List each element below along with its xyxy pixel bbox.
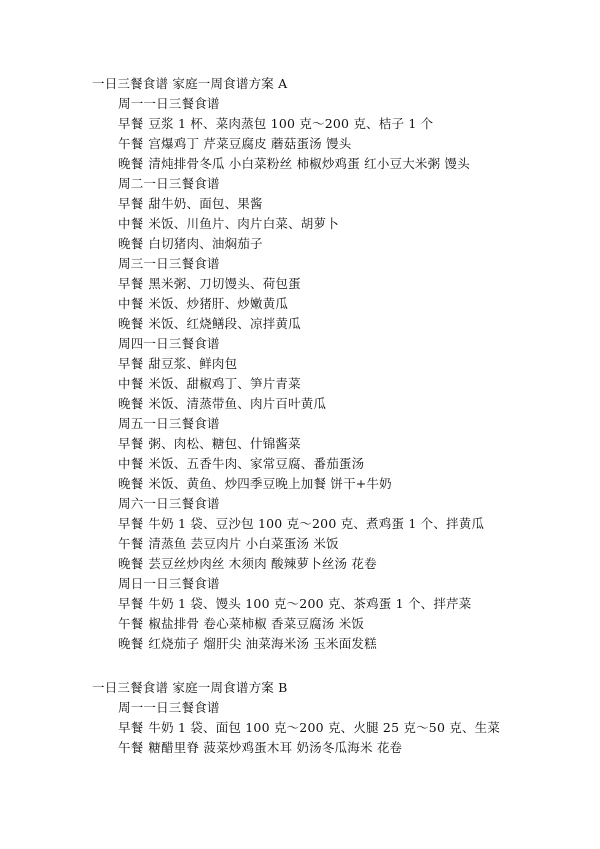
meal-content: 芸豆丝炒肉丝 木须肉 酸辣萝卜丝汤 花卷 bbox=[148, 556, 377, 571]
meal-line-a-sun-2 bbox=[118, 616, 364, 632]
meal-content: 粥、肉松、糖包、什锦酱菜 bbox=[148, 436, 301, 451]
section-a-title: 一日三餐食谱 家庭一周食谱方案 A bbox=[92, 76, 288, 91]
day-title-b-mon: 周一一日三餐食谱 bbox=[118, 700, 220, 715]
meal-content: 清炖排骨冬瓜 小白菜粉丝 柿椒炒鸡蛋 红小豆大米粥 馒头 bbox=[148, 156, 470, 171]
meal-content: 豆浆 1 杯、菜肉蒸包 100 克～200 克、桔子 1 个 bbox=[148, 116, 434, 131]
meal-content: 米饭、川鱼片、肉片白菜、胡萝卜 bbox=[148, 216, 339, 231]
meal-line-b-mon-2 bbox=[118, 740, 402, 756]
meal-label: 晚餐 bbox=[118, 236, 144, 251]
meal-content: 米饭、五香牛肉、家常豆腐、番茄蛋汤 bbox=[148, 456, 365, 471]
meal-label: 中餐 bbox=[118, 216, 144, 231]
meal-content: 甜豆浆、鲜肉包 bbox=[148, 356, 238, 371]
day-title-a-tue: 周二一日三餐食谱 bbox=[118, 176, 220, 191]
meal-content: 红烧茄子 熘肝尖 油菜海米汤 玉米面发糕 bbox=[148, 636, 377, 651]
meal-label: 中餐 bbox=[118, 296, 144, 311]
meal-label: 晚餐 bbox=[118, 476, 144, 491]
meal-line-a-tue-2 bbox=[118, 216, 339, 232]
meal-label: 晚餐 bbox=[118, 156, 144, 171]
meal-line-a-sun-1 bbox=[118, 596, 471, 612]
meal-line-a-tue-3 bbox=[118, 236, 263, 252]
meal-line-a-thu-2 bbox=[118, 376, 301, 392]
meal-line-a-sat-2 bbox=[118, 536, 339, 552]
day-title-a-sat: 周六一日三餐食谱 bbox=[118, 496, 220, 511]
meal-label: 午餐 bbox=[118, 740, 144, 755]
meal-content: 白切猪肉、油焖茄子 bbox=[148, 236, 263, 251]
meal-content: 牛奶 1 袋、面包 100 克～200 克、火腿 25 克～50 克、生菜 bbox=[148, 720, 501, 735]
meal-content: 牛奶 1 袋、馒头 100 克～200 克、茶鸡蛋 1 个、拌芹菜 bbox=[148, 596, 472, 611]
meal-content: 米饭、红烧鳝段、凉拌黄瓜 bbox=[148, 316, 301, 331]
meal-label: 晚餐 bbox=[118, 316, 144, 331]
meal-label: 午餐 bbox=[118, 616, 144, 631]
meal-line-a-wed-2 bbox=[118, 296, 288, 312]
meal-content: 甜牛奶、面包、果酱 bbox=[148, 196, 263, 211]
meal-line-a-sat-3 bbox=[118, 556, 377, 572]
meal-label: 早餐 bbox=[118, 436, 144, 451]
meal-content: 糖醋里脊 菠菜炒鸡蛋木耳 奶汤冬瓜海米 花卷 bbox=[148, 740, 403, 755]
meal-line-a-tue-1 bbox=[118, 196, 263, 212]
meal-content: 米饭、清蒸带鱼、肉片百叶黄瓜 bbox=[148, 396, 327, 411]
meal-line-a-fri-1 bbox=[118, 436, 301, 452]
meal-line-a-wed-3 bbox=[118, 316, 301, 332]
day-title-a-thu: 周四一日三餐食谱 bbox=[118, 336, 220, 351]
meal-content: 米饭、炒猪肝、炒嫩黄瓜 bbox=[148, 296, 289, 311]
meal-label: 晚餐 bbox=[118, 396, 144, 411]
meal-label: 早餐 bbox=[118, 516, 144, 531]
meal-label: 早餐 bbox=[118, 196, 144, 211]
meal-label: 早餐 bbox=[118, 356, 144, 371]
meal-line-a-fri-2 bbox=[118, 456, 364, 472]
meal-content: 椒盐排骨 卷心菜柿椒 香菜豆腐汤 米饭 bbox=[148, 616, 365, 631]
meal-line-a-mon-2 bbox=[118, 136, 351, 152]
meal-line-a-mon-3 bbox=[118, 156, 470, 172]
section-b-title: 一日三餐食谱 家庭一周食谱方案 B bbox=[92, 680, 288, 695]
meal-content: 米饭、甜椒鸡丁、笋片青菜 bbox=[148, 376, 301, 391]
meal-label: 晚餐 bbox=[118, 636, 144, 651]
day-title-a-wed: 周三一日三餐食谱 bbox=[118, 256, 220, 271]
meal-line-b-mon-1 bbox=[118, 720, 500, 736]
meal-line-a-wed-1 bbox=[118, 276, 301, 292]
meal-line-a-sun-3 bbox=[118, 636, 377, 652]
meal-line-a-fri-3 bbox=[118, 476, 392, 492]
meal-line-a-mon-1 bbox=[118, 116, 433, 132]
meal-line-a-thu-1 bbox=[118, 356, 237, 372]
meal-label: 早餐 bbox=[118, 720, 144, 735]
day-title-a-mon: 周一一日三餐食谱 bbox=[118, 96, 220, 111]
day-title-a-fri: 周五一日三餐食谱 bbox=[118, 416, 220, 431]
meal-label: 晚餐 bbox=[118, 556, 144, 571]
meal-label: 早餐 bbox=[118, 276, 144, 291]
meal-content: 米饭、黄鱼、炒四季豆晚上加餐 饼干+牛奶 bbox=[148, 476, 392, 491]
meal-label: 午餐 bbox=[118, 536, 144, 551]
meal-label: 午餐 bbox=[118, 136, 144, 151]
meal-line-a-sat-1 bbox=[118, 516, 484, 532]
day-title-a-sun: 周日一日三餐食谱 bbox=[118, 576, 220, 591]
meal-label: 中餐 bbox=[118, 376, 144, 391]
meal-content: 黑米粥、刀切馒头、荷包蛋 bbox=[148, 276, 301, 291]
meal-content: 清蒸鱼 芸豆肉片 小白菜蛋汤 米饭 bbox=[148, 536, 339, 551]
meal-label: 中餐 bbox=[118, 456, 144, 471]
meal-content: 牛奶 1 袋、豆沙包 100 克～200 克、煮鸡蛋 1 个、拌黄瓜 bbox=[148, 516, 485, 531]
meal-label: 早餐 bbox=[118, 596, 144, 611]
meal-line-a-thu-3 bbox=[118, 396, 326, 412]
meal-content: 宫爆鸡丁 芹菜豆腐皮 蘑菇蛋汤 馒头 bbox=[148, 136, 352, 151]
meal-label: 早餐 bbox=[118, 116, 144, 131]
